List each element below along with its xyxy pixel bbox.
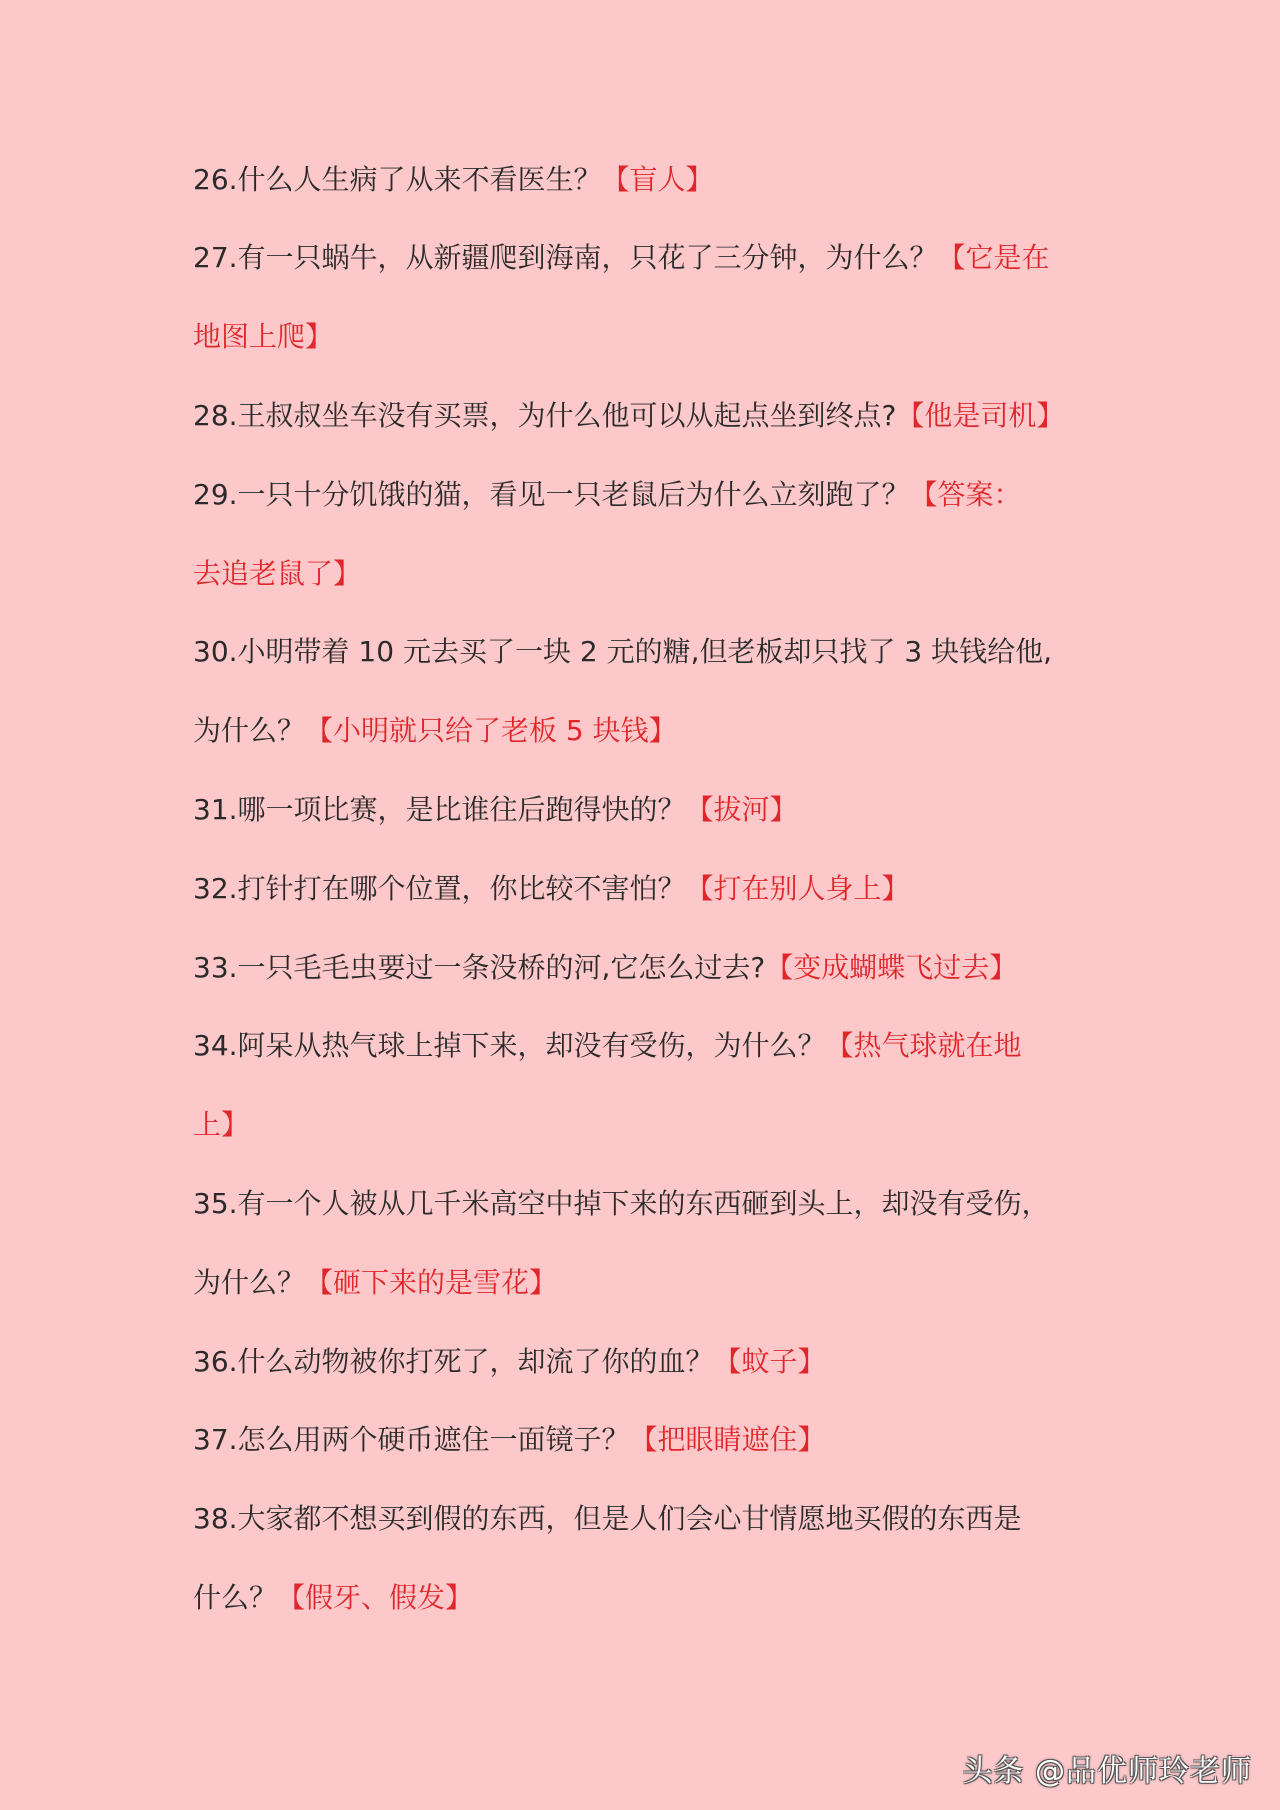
answer-text: 【砸下来的是雪花】	[305, 1266, 558, 1299]
answer-text: 【他是司机】	[896, 399, 1065, 432]
question-text: 36.什么动物被你打死了，却流了你的血？	[193, 1345, 714, 1378]
riddle-line	[193, 1263, 557, 1303]
riddle-line	[193, 317, 333, 357]
answer-text: 【变成蝴蝶飞过去】	[765, 951, 1018, 984]
question-text: 33.一只毛毛虫要过一条没桥的河,它怎么过去?	[193, 951, 766, 984]
answer-text: 去追老鼠了】	[193, 557, 362, 590]
question-text: 为什么？	[193, 1266, 306, 1299]
question-text: 29.一只十分饥饿的猫，看见一只老鼠后为什么立刻跑了？	[193, 478, 910, 511]
riddle-line	[193, 160, 714, 200]
riddle-line	[193, 1499, 1022, 1539]
answer-text: 【答案：	[909, 478, 1022, 511]
answer-text: 【拔河】	[685, 793, 798, 826]
riddle-line	[193, 238, 1050, 278]
answer-text: 【它是在	[937, 241, 1050, 274]
question-text: 30.小明带着 10 元去买了一块 2 元的糖,但老板却只找了 3 块钱给他,	[193, 635, 1052, 668]
answer-text: 【小明就只给了老板 5 块钱】	[305, 714, 677, 747]
question-text: 38.大家都不想买到假的东西，但是人们会心甘情愿地买假的东西是	[193, 1502, 1022, 1535]
riddle-line	[193, 1342, 826, 1382]
watermark: 头条 @品优师玲老师	[962, 1754, 1252, 1789]
riddle-line	[193, 711, 677, 751]
answer-text: 【盲人】	[601, 163, 714, 196]
riddle-line	[193, 869, 910, 909]
question-text: 26.什么人生病了从来不看医生？	[193, 163, 602, 196]
question-text: 27.有一只蜗牛，从新疆爬到海南，只花了三分钟，为什么？	[193, 241, 938, 274]
answer-text: 地图上爬】	[193, 320, 334, 353]
riddle-line	[193, 1184, 1050, 1224]
riddle-line	[193, 1578, 473, 1618]
riddle-line	[193, 1105, 249, 1145]
riddle-line	[193, 475, 1022, 515]
question-text: 为什么？	[193, 714, 306, 747]
question-text: 35.有一个人被从几千米高空中掉下来的东西砸到头上，却没有受伤，	[193, 1187, 1050, 1220]
answer-text: 【蚊子】	[713, 1345, 826, 1378]
riddle-line	[193, 632, 1052, 672]
riddle-line	[193, 1026, 1022, 1066]
question-text: 28.王叔叔坐车没有买票，为什么他可以从起点坐到终点?	[193, 399, 897, 432]
answer-text: 【假牙、假发】	[277, 1581, 474, 1614]
question-text: 32.打针打在哪个位置，你比较不害怕？	[193, 872, 686, 905]
riddle-line	[193, 790, 798, 830]
answer-text: 上】	[193, 1108, 250, 1141]
answer-text: 【打在别人身上】	[685, 872, 910, 905]
question-text: 37.怎么用两个硬币遮住一面镜子？	[193, 1423, 630, 1456]
riddle-line	[193, 554, 361, 594]
answer-text: 【把眼睛遮住】	[629, 1423, 826, 1456]
question-text: 什么？	[193, 1581, 278, 1614]
riddle-line	[193, 396, 1064, 436]
answer-text: 【热气球就在地	[825, 1029, 1022, 1062]
question-text: 34.阿呆从热气球上掉下来，却没有受伤，为什么？	[193, 1029, 826, 1062]
riddle-line	[193, 1420, 826, 1460]
riddle-line	[193, 948, 1017, 988]
question-text: 31.哪一项比赛，是比谁往后跑得快的？	[193, 793, 686, 826]
